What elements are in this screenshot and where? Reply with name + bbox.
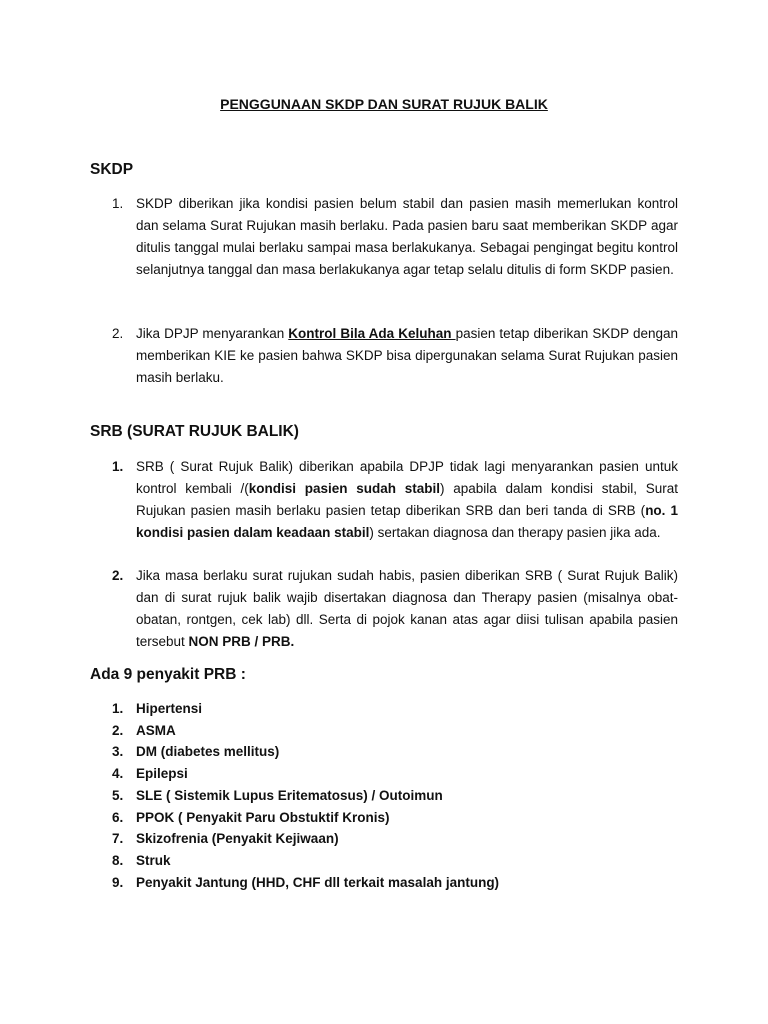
list-item [90, 741, 678, 763]
list-item [90, 720, 678, 742]
prb-item-text: Epilepsi [136, 766, 188, 782]
prb-item-text: Skizofrenia (Penyakit Kejiwaan) [136, 831, 339, 847]
list-number: 8. [112, 852, 124, 868]
srb-item-1-text-c: ) sertakan diagnosa dan therapy pasien jika ada. [369, 525, 661, 540]
prb-item-text: DM (diabetes mellitus) [136, 744, 280, 760]
list-item [90, 763, 678, 785]
prb-item-text: Penyakit Jantung (HHD, CHF dll terkait masalah jantung) [136, 874, 500, 890]
prb-item-text: ASMA [136, 722, 176, 738]
list-number: 3. [112, 744, 124, 760]
list-number: 2. [112, 568, 124, 583]
list-number: 7. [112, 831, 124, 847]
list-number: 2. [112, 326, 124, 341]
srb-heading: SRB (SURAT RUJUK BALIK) [90, 423, 299, 440]
srb-list-2 [90, 565, 678, 653]
skdp-list [90, 193, 678, 281]
list-number: 5. [112, 787, 124, 803]
skdp-heading: SKDP [90, 161, 134, 178]
skdp-item-1 [90, 193, 678, 281]
prb-item-text: Hipertensi [136, 701, 203, 716]
srb-item-1-text-a: SRB ( Surat Rujuk Balik) diberikan apabila DPJP tidak lagi menyarankan pasien untuk kontrol kembali /( [136, 459, 678, 496]
list-number: 9. [112, 874, 124, 890]
skdp-item-1-text: SKDP diberikan jika kondisi pasien belum stabil dan pasien masih memerlukan kontrol dan selama Surat Rujukan masih berlaku. Pada pasien baru saat memberikan SKDP agar ditulis tanggal mulai berlaku sampai masa berlakukanya. Sebagai pengingat begitu kontrol selanjutnya tanggal dan masa berlakukanya agar tetap selalu ditulis di form SKDP pasien. [136, 196, 678, 277]
list-number: 2. [112, 722, 124, 738]
list-number: 1. [112, 196, 124, 211]
list-item [90, 807, 678, 829]
srb-item-2-bold: NON PRB / PRB. [188, 634, 295, 649]
srb-item-1 [90, 456, 678, 544]
skdp-item-2-emphasis: Kontrol Bila Ada Keluhan [288, 326, 456, 341]
list-number: 4. [112, 766, 124, 782]
list-number: 6. [112, 809, 124, 825]
srb-item-1-bold-a: kondisi pasien sudah stabil [248, 481, 440, 496]
prb-item-text: SLE ( Sistemik Lupus Eritematosus) / Outoimun [136, 787, 443, 803]
list-item [90, 698, 678, 720]
prb-heading: Ada 9 penyakit PRB : [90, 666, 246, 683]
list-item [90, 850, 678, 872]
skdp-item-2-text-post: pasien tetap diberikan SKDP dengan memberikan KIE ke pasien bahwa SKDP bisa dipergunakan selama Surat Rujukan pasien masih berlaku. [136, 326, 678, 385]
document-title: PENGGUNAAN SKDP DAN SURAT RUJUK BALIK [220, 96, 548, 112]
srb-item-1-text-b: ) apabila dalam kondisi stabil, Surat Rujukan pasien masih berlaku pasien tetap diberikan SRB dan beri tanda di SRB ( [136, 481, 678, 518]
list-number: 1. [112, 701, 124, 716]
skdp-item-2 [90, 323, 678, 389]
prb-list [90, 698, 678, 893]
srb-item-2-text: Jika masa berlaku surat rujukan sudah habis, pasien diberikan SRB ( Surat Rujuk Balik) dan di surat rujuk balik wajib disertakan diagnosa dan Therapy pasien (misalnya obat-obatan, rontgen, cek lab) dll. Serta di pojok kanan atas agar diisi tulisan apabila pasien tersebut [136, 568, 678, 649]
srb-item-2 [90, 565, 678, 653]
list-item [90, 872, 678, 894]
srb-item-1-bold-b: no. 1 kondisi pasien dalam keadaan stabil [136, 503, 678, 540]
list-item [90, 785, 678, 807]
list-number: 1. [112, 459, 124, 474]
list-item [90, 828, 678, 850]
srb-list [90, 456, 678, 544]
skdp-item-2-text-pre: Jika DPJP menyarankan [136, 326, 289, 341]
prb-item-text: Struk [136, 852, 171, 868]
skdp-list-2 [90, 323, 678, 389]
prb-item-text: PPOK ( Penyakit Paru Obstuktif Kronis) [136, 809, 390, 825]
